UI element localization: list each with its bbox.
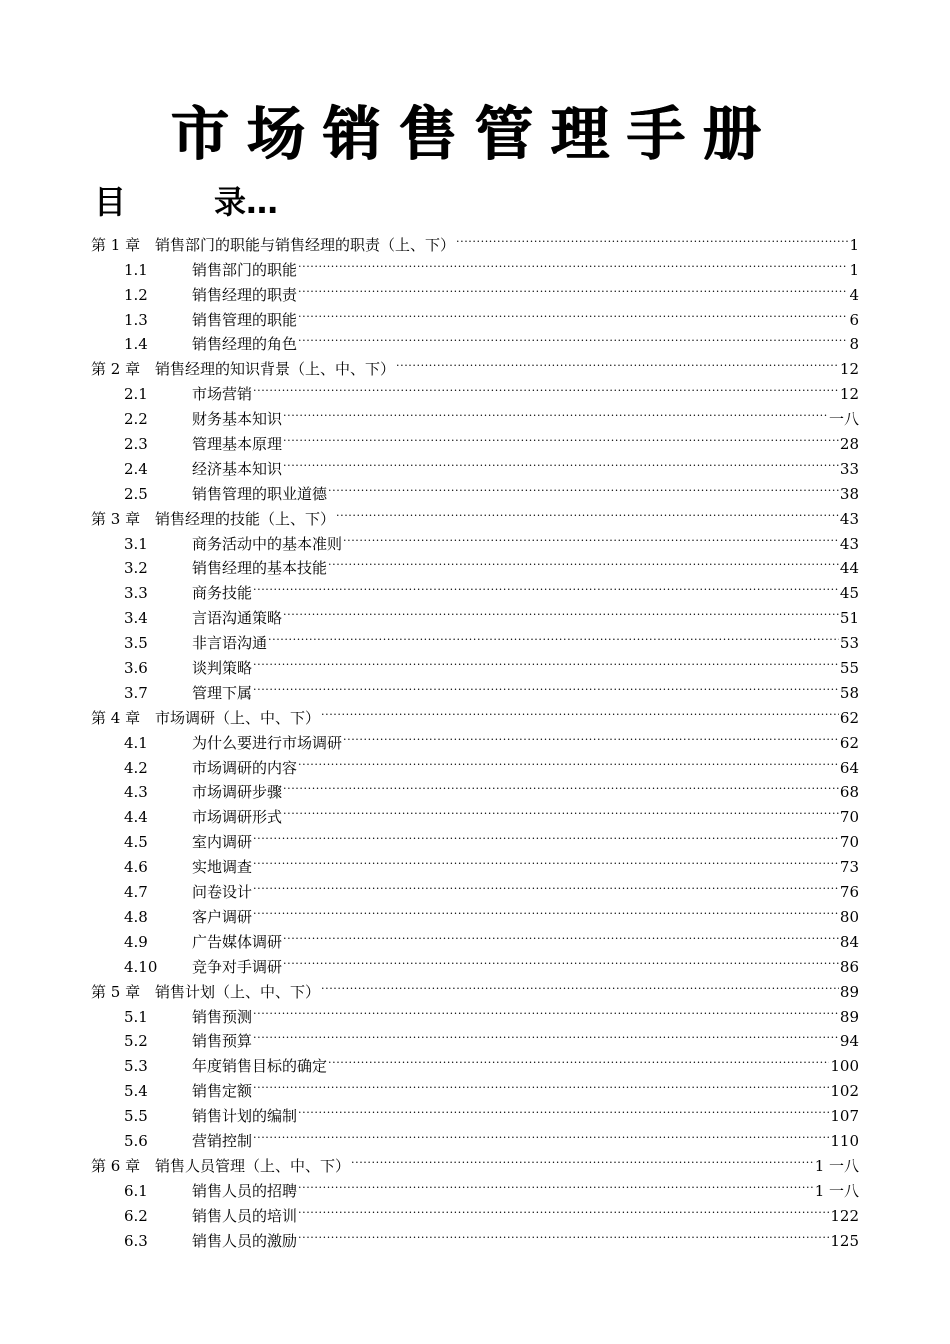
toc-page-number: 58	[839, 683, 859, 702]
toc-page-number: 62	[839, 708, 859, 727]
toc-page-number: 44	[839, 559, 859, 578]
toc-page-number: 73	[839, 858, 859, 877]
toc-dot-leader	[298, 1196, 829, 1221]
toc-entry-number: 4.4	[124, 808, 148, 827]
toc-entry-title: 销售人员管理（上、中、下）	[155, 1156, 351, 1175]
toc-entry-number: 3.3	[124, 584, 148, 603]
toc-entry-number: 4.3	[124, 783, 148, 802]
toc-heading	[94, 180, 278, 224]
toc-page-number: 1 一八	[814, 1156, 859, 1175]
toc-dot-leader	[253, 847, 839, 872]
toc-entry-number: 4.9	[124, 932, 148, 951]
toc-dot-leader	[298, 1171, 814, 1196]
toc-entry-number: 4.7	[124, 883, 148, 902]
toc-entry-number: 4.2	[124, 758, 148, 777]
toc-dot-leader	[253, 1022, 839, 1047]
toc-entry-title: 销售经理的知识背景（上、中、下）	[155, 360, 396, 379]
toc-entry-number: 1.3	[124, 310, 148, 329]
toc-entry-number: 2.2	[124, 410, 148, 429]
toc-entry-title: 销售计划的编制	[192, 1107, 298, 1126]
toc-dot-leader	[253, 822, 839, 847]
toc-entry-title: 销售管理的职业道德	[192, 484, 328, 503]
toc-page-number: 80	[839, 907, 859, 926]
toc-page-number: 86	[839, 957, 859, 976]
toc-heading-part2: 录…	[214, 183, 279, 221]
toc-entry-number: 5.2	[124, 1032, 148, 1051]
toc-dot-leader	[253, 897, 839, 922]
toc-entry-title: 问卷设计	[192, 883, 253, 902]
toc-dot-leader	[298, 325, 848, 350]
toc-page-number: 64	[839, 758, 859, 777]
toc-page-number: 84	[839, 932, 859, 951]
toc-entry-title: 市场调研（上、中、下）	[155, 708, 321, 727]
toc-entry-title: 室内调研	[192, 833, 253, 852]
toc-dot-leader	[283, 947, 839, 972]
toc-dot-leader	[298, 300, 848, 325]
toc-dot-leader	[298, 250, 848, 275]
toc-page-number: 6	[849, 310, 859, 329]
toc-entry-title: 实地调查	[192, 858, 253, 877]
toc-chapter-entry[interactable]	[91, 225, 859, 254]
toc-entry-number: 3.4	[124, 609, 148, 628]
toc-dot-leader	[328, 474, 839, 499]
toc-entry-number: 第 1 章	[91, 235, 141, 254]
toc-entry-number: 6.2	[124, 1206, 148, 1225]
toc-page-number: 89	[839, 982, 859, 1001]
toc-entry-title: 销售人员的培训	[192, 1206, 298, 1225]
toc-entry-number: 第 3 章	[91, 509, 141, 528]
toc-entry-number: 3.5	[124, 634, 148, 653]
toc-entry-title: 为什么要进行市场调研	[192, 733, 343, 752]
toc-entry-number: 1.2	[124, 285, 148, 304]
toc-dot-leader	[283, 449, 839, 474]
toc-entry-number: 4.5	[124, 833, 148, 852]
toc-page-number: 125	[830, 1231, 859, 1250]
toc-dot-leader	[253, 673, 839, 698]
toc-dot-leader	[283, 399, 828, 424]
toc-entry-title: 商务技能	[192, 584, 253, 603]
toc-entry-title: 市场营销	[192, 385, 253, 404]
document-title: 市场销售管理手册	[170, 100, 779, 168]
toc-entry-number: 4.1	[124, 733, 148, 752]
toc-entry-number: 6.1	[124, 1181, 148, 1200]
toc-entry-number: 3.6	[124, 659, 148, 678]
toc-entry-title: 市场调研的内容	[192, 758, 298, 777]
toc-page-number: 100	[830, 1057, 859, 1076]
toc-page-number: 43	[839, 509, 859, 528]
toc-page-number: 28	[839, 435, 859, 454]
toc-entry-number: 4.8	[124, 907, 148, 926]
toc-page-number: 107	[830, 1107, 859, 1126]
toc-entry-number: 4.6	[124, 858, 148, 877]
toc-dot-leader	[351, 1146, 814, 1171]
toc-dot-leader	[253, 1071, 829, 1096]
toc-dot-leader	[283, 598, 839, 623]
toc-page-number: 89	[839, 1007, 859, 1026]
toc-page-number: 70	[839, 808, 859, 827]
toc-dot-leader	[298, 275, 848, 300]
toc-dot-leader	[298, 748, 839, 773]
toc-entry-title: 商务活动中的基本准则	[192, 534, 343, 553]
toc-heading-part1: 目	[94, 183, 127, 221]
toc-page-number: 68	[839, 783, 859, 802]
toc-entry-number: 1.4	[124, 335, 148, 354]
toc-dot-leader	[253, 1121, 829, 1146]
toc-page-number: 43	[839, 534, 859, 553]
toc-dot-leader	[253, 872, 839, 897]
toc-entry-title: 市场调研步骤	[192, 783, 283, 802]
toc-entry-title: 销售经理的角色	[192, 335, 298, 354]
toc-entry-title: 销售定额	[192, 1082, 253, 1101]
toc-entry-title: 谈判策略	[192, 659, 253, 678]
toc-entry-title: 年度销售目标的确定	[192, 1057, 328, 1076]
toc-page-number: 51	[839, 609, 859, 628]
toc-page-number: 122	[830, 1206, 859, 1225]
toc-entry-number: 4.10	[124, 957, 158, 976]
toc-page-number: 110	[830, 1131, 859, 1150]
toc-page-number: 76	[839, 883, 859, 902]
toc-entry-number: 第 5 章	[91, 982, 141, 1001]
toc-dot-leader	[283, 773, 839, 798]
toc-dot-leader	[456, 225, 848, 250]
toc-entry-title: 市场调研形式	[192, 808, 283, 827]
toc-entry-number: 2.5	[124, 484, 148, 503]
toc-dot-leader	[268, 623, 839, 648]
toc-dot-leader	[328, 549, 839, 574]
toc-entry-number: 5.5	[124, 1107, 148, 1126]
toc-page-number: 102	[830, 1082, 859, 1101]
toc-entry-title: 销售经理的职责	[192, 285, 298, 304]
toc-page-number: 1 一八	[814, 1181, 859, 1200]
toc-entry-number: 2.4	[124, 459, 148, 478]
toc-dot-leader	[283, 797, 839, 822]
toc-entry-title: 销售经理的技能（上、下）	[155, 509, 336, 528]
toc-page-number: 62	[839, 733, 859, 752]
toc-entry-title: 销售预算	[192, 1032, 253, 1051]
toc-entry-title: 言语沟通策略	[192, 609, 283, 628]
toc-dot-leader	[336, 499, 839, 524]
toc-entry-title: 管理下属	[192, 683, 253, 702]
toc-entry-number: 5.1	[124, 1007, 148, 1026]
toc-entry-number: 第 4 章	[91, 708, 141, 727]
toc-dot-leader	[321, 972, 839, 997]
toc-entry-title: 销售部门的职能与销售经理的职责（上、下）	[155, 235, 456, 254]
toc-page-number: 4	[849, 285, 859, 304]
toc-entry-title: 销售计划（上、中、下）	[155, 982, 321, 1001]
toc-dot-leader	[253, 374, 839, 399]
toc-dot-leader	[321, 698, 839, 723]
toc-entry-title: 经济基本知识	[192, 459, 283, 478]
toc-entry-number: 3.2	[124, 559, 148, 578]
toc-page-number: 一八	[828, 410, 859, 429]
table-of-contents	[91, 225, 859, 1250]
toc-entry-number: 2.1	[124, 385, 148, 404]
toc-page-number: 38	[839, 484, 859, 503]
toc-page-number: 1	[849, 260, 859, 279]
toc-dot-leader	[298, 1096, 829, 1121]
toc-entry-title: 管理基本原理	[192, 435, 283, 454]
toc-entry-title: 竞争对手调研	[192, 957, 283, 976]
toc-entry-title: 广告媒体调研	[192, 932, 283, 951]
toc-page-number: 70	[839, 833, 859, 852]
toc-dot-leader	[343, 524, 839, 549]
toc-entry-number: 5.4	[124, 1082, 148, 1101]
toc-entry-number: 1.1	[124, 260, 148, 279]
toc-page-number: 94	[839, 1032, 859, 1051]
toc-page-number: 12	[839, 385, 859, 404]
toc-page-number: 33	[839, 459, 859, 478]
toc-entry-title: 营销控制	[192, 1131, 253, 1150]
toc-dot-leader	[283, 424, 839, 449]
toc-entry-title: 销售经理的基本技能	[192, 559, 328, 578]
toc-dot-leader	[343, 723, 839, 748]
toc-entry-title: 财务基本知识	[192, 410, 283, 429]
toc-page-number: 55	[839, 659, 859, 678]
toc-dot-leader	[283, 922, 839, 947]
toc-entry-title: 销售部门的职能	[192, 260, 298, 279]
toc-entry-title: 客户调研	[192, 907, 253, 926]
toc-entry-title: 非言语沟通	[192, 634, 268, 653]
toc-entry-number: 3.7	[124, 683, 148, 702]
toc-dot-leader	[396, 349, 839, 374]
toc-entry-number: 5.3	[124, 1057, 148, 1076]
toc-page-number: 12	[839, 360, 859, 379]
toc-page-number: 53	[839, 634, 859, 653]
toc-dot-leader	[253, 648, 839, 673]
toc-page-number: 1	[849, 235, 859, 254]
toc-dot-leader	[328, 1046, 829, 1071]
toc-entry-number: 第 2 章	[91, 360, 141, 379]
toc-dot-leader	[298, 1221, 829, 1246]
toc-entry-title: 销售人员的激励	[192, 1231, 298, 1250]
toc-entry-title: 销售人员的招聘	[192, 1181, 298, 1200]
toc-dot-leader	[253, 997, 839, 1022]
toc-entry-number: 5.6	[124, 1131, 148, 1150]
toc-dot-leader	[253, 573, 839, 598]
toc-entry-title: 销售预测	[192, 1007, 253, 1026]
toc-entry-title: 销售管理的职能	[192, 310, 298, 329]
toc-page-number: 45	[839, 584, 859, 603]
toc-entry-number: 3.1	[124, 534, 148, 553]
toc-entry-number: 6.3	[124, 1231, 148, 1250]
toc-page-number: 8	[849, 335, 859, 354]
toc-entry-number: 2.3	[124, 435, 148, 454]
toc-entry-number: 第 6 章	[91, 1156, 141, 1175]
